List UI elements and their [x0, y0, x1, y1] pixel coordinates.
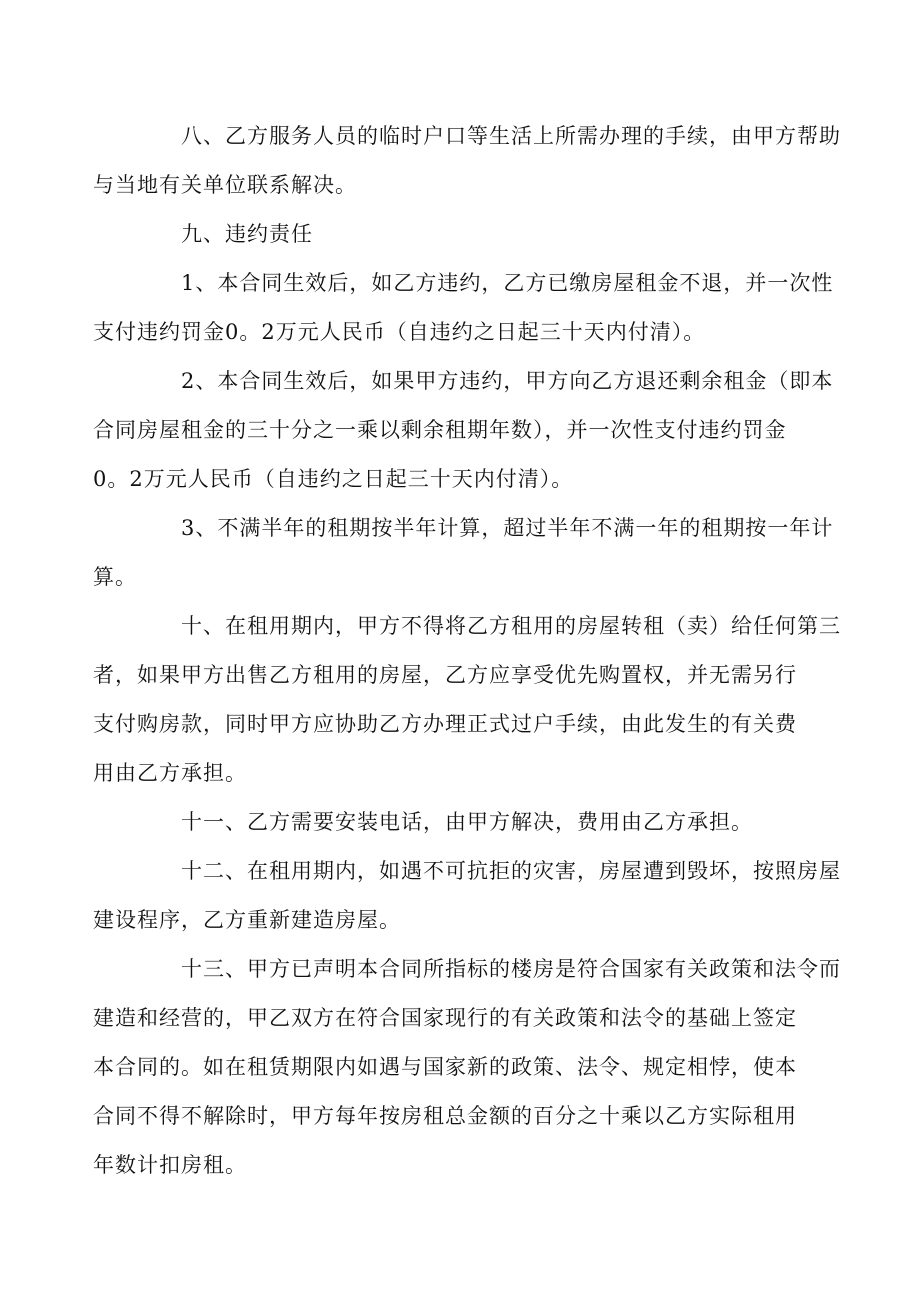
text-line: 合同房屋租金的三十分之一乘以剩余租期年数），并一次性支付违约罚金 — [93, 418, 787, 442]
text-line: 年数计扣房租。 — [93, 1153, 247, 1177]
text-line: 建设程序，乙方重新建造房屋。 — [93, 908, 401, 932]
paragraph-article-10 — [93, 602, 841, 798]
paragraph-article-8 — [93, 112, 841, 210]
text-line: 0。2万元人民币（自违约之日起三十天内付清）。 — [93, 467, 574, 491]
text-line: 1、本合同生效后，如乙方违约，乙方已缴房屋租金不退，并一次性 — [181, 271, 834, 295]
text-line: 十一、乙方需要安装电话，由甲方解决，费用由乙方承担。 — [181, 810, 753, 834]
paragraph-article-13 — [93, 945, 841, 1190]
text-line: 与当地有关单位联系解决。 — [93, 173, 357, 197]
text-line: 支付购房款，同时甲方应协助乙方办理正式过户手续，由此发生的有关费 — [93, 712, 797, 736]
text-line: 八、乙方服务人员的临时户口等生活上所需办理的手续，由甲方帮助 — [181, 124, 841, 148]
paragraph-article-9-heading — [137, 210, 787, 259]
text-line: 用由乙方承担。 — [93, 761, 247, 785]
text-line: 算。 — [93, 565, 137, 589]
text-line: 十、在租用期内，甲方不得将乙方租用的房屋转租（卖）给任何第三 — [181, 614, 841, 638]
paragraph-article-11 — [137, 798, 787, 847]
paragraph-article-9-1 — [93, 259, 834, 357]
paragraph-article-12 — [93, 847, 841, 945]
text-line: 2、本合同生效后，如果甲方违约，甲方向乙方退还剩余租金（即本 — [181, 369, 834, 393]
paragraph-article-9-3 — [93, 504, 834, 602]
paragraph-article-9-2 — [93, 357, 834, 504]
text-line: 十三、甲方已声明本合同所指标的楼房是符合国家有关政策和法令而 — [181, 957, 841, 981]
text-line: 3、不满半年的租期按半年计算，超过半年不满一年的租期按一年计 — [181, 516, 834, 540]
text-line: 九、违约责任 — [181, 222, 313, 246]
text-line: 者，如果甲方出售乙方租用的房屋，乙方应享受优先购置权，并无需另行 — [93, 663, 797, 687]
text-line: 十二、在租用期内，如遇不可抗拒的灾害，房屋遭到毁坏，按照房屋 — [181, 859, 841, 883]
document-body — [93, 112, 841, 1190]
text-line: 本合同的。如在租赁期限内如遇与国家新的政策、法令、规定相悖，使本 — [93, 1055, 797, 1079]
text-line: 支付违约罚金0。2万元人民币（自违约之日起三十天内付清）。 — [93, 320, 706, 344]
text-line: 合同不得不解除时，甲方每年按房租总金额的百分之十乘以乙方实际租用 — [93, 1104, 797, 1128]
text-line: 建造和经营的，甲乙双方在符合国家现行的有关政策和法令的基础上签定 — [93, 1006, 797, 1030]
